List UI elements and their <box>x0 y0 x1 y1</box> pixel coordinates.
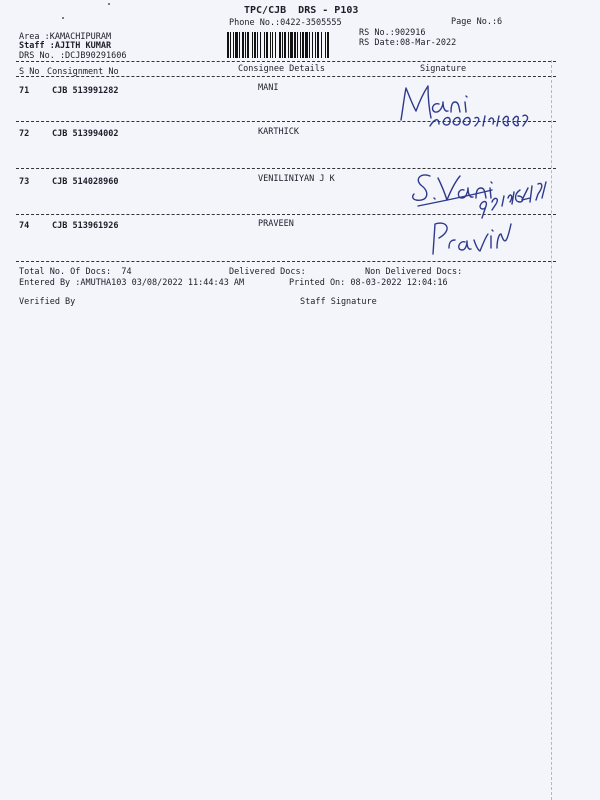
phone-number: Phone No.:0422-3505555 <box>229 18 342 28</box>
non-delivered-docs: Non Delivered Docs: <box>365 267 463 277</box>
area: Area :KAMACHIPURAM <box>19 32 112 42</box>
scan-speck <box>108 3 110 5</box>
row-sno: 73 <box>19 177 30 187</box>
scan-edge-line <box>551 60 552 800</box>
divider <box>16 121 556 122</box>
page-number: Page No.:6 <box>451 17 503 27</box>
staff-signature-label: Staff Signature <box>300 297 377 307</box>
barcode <box>227 32 356 58</box>
row-consignment: CJB 513994002 <box>52 129 119 139</box>
row-sno: 71 <box>19 86 30 96</box>
row-consignee: KARTHICK <box>258 127 299 137</box>
drs-number: DRS No. :DCJB90291606 <box>19 51 127 61</box>
verified-by: Verified By <box>19 297 76 307</box>
divider <box>16 76 556 77</box>
divider <box>16 61 556 62</box>
handwritten-signature-pravin <box>425 218 515 260</box>
rs-number: RS No.:902916 <box>359 28 426 38</box>
row-consignee: VENILINIYAN J K <box>258 174 335 184</box>
row-sno: 72 <box>19 129 30 139</box>
column-header-consignee: Consignee Details <box>238 64 325 74</box>
scan-speck <box>62 17 64 19</box>
printed-on: Printed On: 08-03-2022 12:04:16 <box>289 278 448 288</box>
delivered-docs: Delivered Docs: <box>229 267 306 277</box>
rs-date: RS Date:08-Mar-2022 <box>359 38 457 48</box>
row-consignee: PRAVEEN <box>258 219 294 229</box>
column-header-sno: S No <box>19 67 40 77</box>
report-title: TPC/CJB DRS - P103 <box>244 5 359 16</box>
divider <box>16 261 556 262</box>
divider <box>16 214 556 215</box>
column-header-signature: Signature <box>420 64 467 74</box>
column-header-consignment: Consignment No <box>47 67 119 77</box>
handwritten-signature-mani <box>395 80 555 130</box>
row-sno: 74 <box>19 221 30 231</box>
row-consignment: CJB 513991282 <box>52 86 119 96</box>
row-consignment: CJB 513961926 <box>52 221 119 231</box>
staff-name: Staff :AJITH KUMAR <box>19 41 112 51</box>
row-consignee: MANI <box>258 83 279 93</box>
entered-by: Entered By :AMUTHA103 03/08/2022 11:44:43 AM <box>19 278 245 288</box>
total-docs: Total No. Of Docs: 74 <box>19 267 132 277</box>
row-consignment: CJB 514028960 <box>52 177 119 187</box>
